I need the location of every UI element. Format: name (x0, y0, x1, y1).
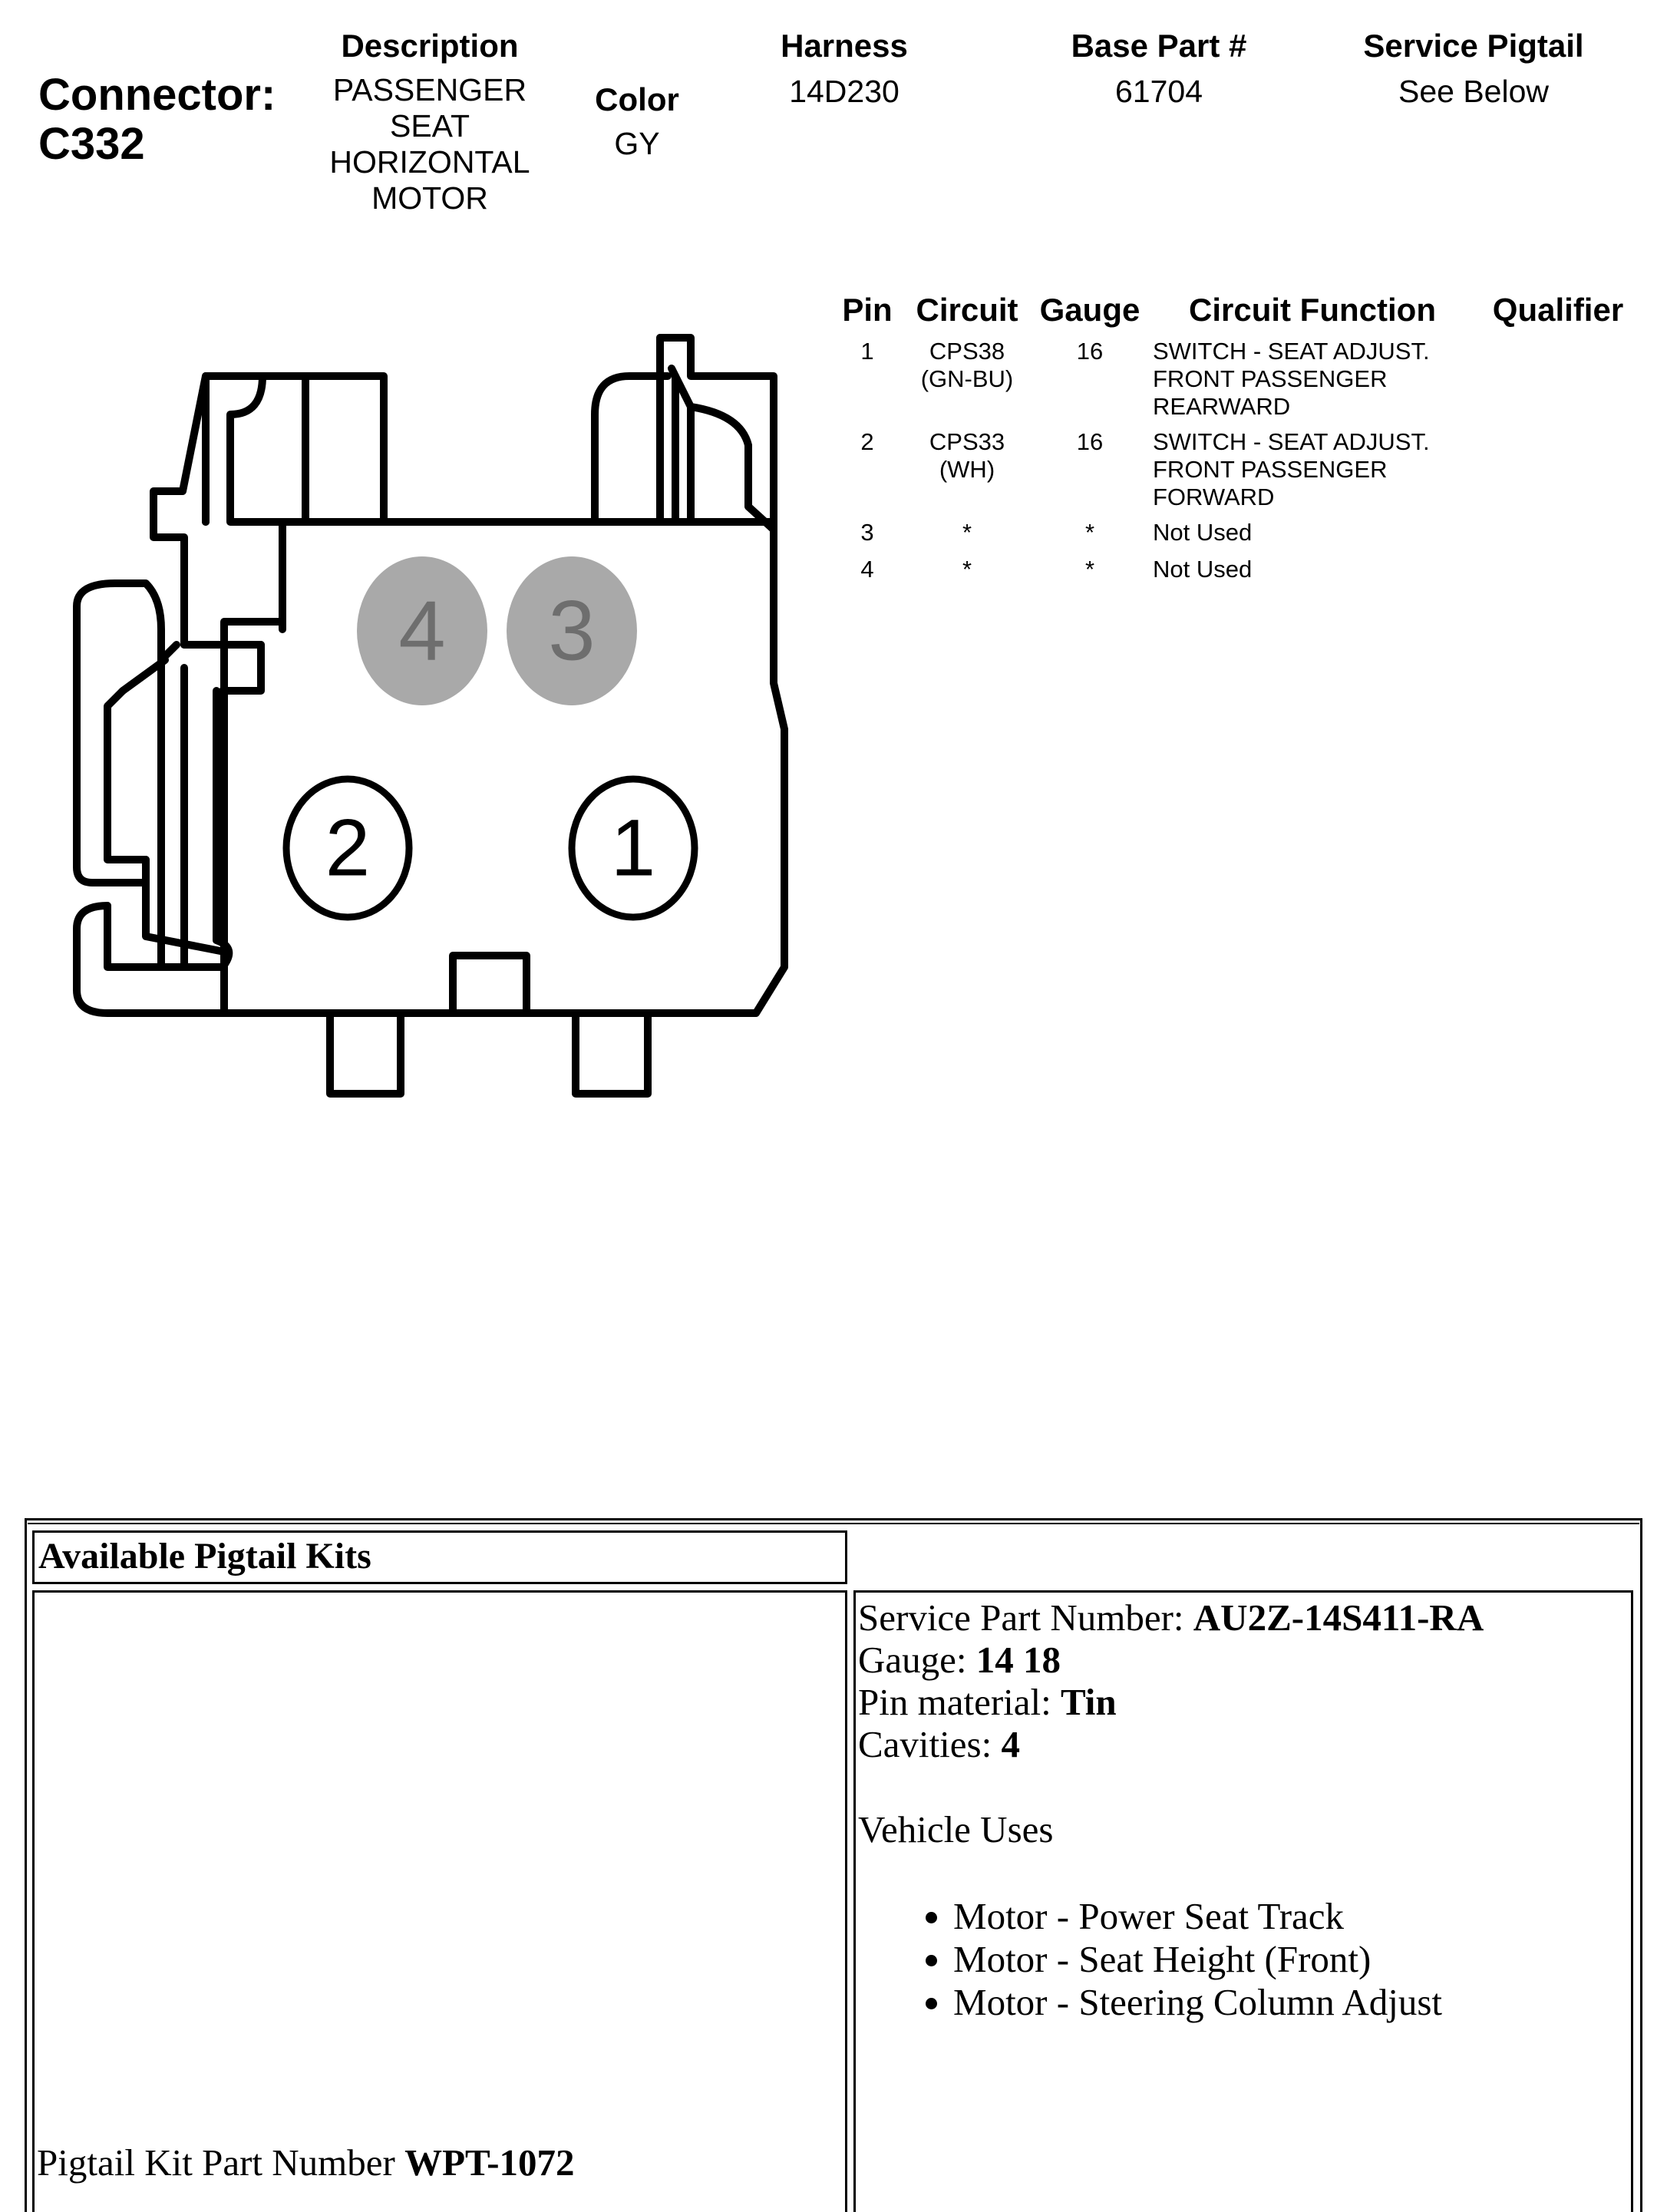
vehicle-use-item: • Motor - Steering Column Adjust (953, 1981, 1484, 2024)
pigtail-frame-top-outer (25, 1518, 1642, 1520)
vehicle-uses-label: Vehicle Uses (858, 1808, 1054, 1850)
function-line: REARWARD (1153, 393, 1291, 420)
color-value: GY (614, 126, 660, 161)
pin-table-row-2-circuit (906, 428, 1028, 484)
pigtail-image-cell-right (845, 1590, 847, 2212)
base-part-label: Base Part # (1071, 28, 1247, 64)
description-line: PASSENGER (332, 72, 527, 107)
cavity-1-number: 1 (610, 803, 656, 893)
harness-value: 14D230 (789, 74, 900, 109)
gauge-line (858, 1639, 1484, 1681)
pin-material-label: Pin material: (858, 1681, 1051, 1723)
pin-table-row-2-gauge: 16 (1076, 428, 1104, 455)
pin-table-header-function: Circuit Function (1189, 292, 1436, 328)
vehicle-uses-list (858, 1895, 1484, 2024)
pin-material-line (858, 1681, 1484, 1723)
pin-table-row-2-function (1153, 428, 1483, 511)
pin-table-header-circuit: Circuit (916, 292, 1018, 328)
pin-table-row-3-pin: 3 (860, 519, 874, 546)
service-part-label: Service Part Number: (858, 1596, 1184, 1639)
function-line: SWITCH - SEAT ADJUST. (1153, 428, 1430, 455)
service-part-line (858, 1596, 1484, 1639)
pin-table-row-4-function: Not Used (1153, 556, 1253, 583)
pin-table-row-4-pin: 4 (860, 556, 874, 583)
connector-id: C332 (38, 119, 145, 169)
connector-housing-outline (77, 338, 784, 1094)
pin-table-row-3-function: Not Used (1153, 519, 1253, 546)
service-pigtail-label: Service Pigtail (1363, 28, 1584, 64)
gauge-label: Gauge: (858, 1639, 967, 1681)
pigtail-kit-part-number (37, 2141, 575, 2184)
pigtail-title: Available Pigtail Kits (38, 1536, 371, 1576)
kit-part-label: Pigtail Kit Part Number (37, 2141, 395, 2184)
pin-table-row-4-circuit: * (962, 556, 972, 583)
pin-table-row-1-pin: 1 (860, 338, 874, 365)
pigtail-frame-left (25, 1518, 27, 2212)
description-line: SEAT (389, 108, 470, 144)
pigtail-details (858, 1596, 1484, 2024)
vehicle-use-item: • Motor - Seat Height (Front) (953, 1938, 1484, 1981)
pin-table-row-1-function (1153, 338, 1483, 421)
function-line: SWITCH - SEAT ADJUST. (1153, 338, 1430, 365)
service-pigtail-value: See Below (1398, 74, 1549, 109)
description-line: HORIZONTAL (329, 144, 530, 180)
pin-table-row-1-circuit (906, 338, 1028, 393)
color-label: Color (595, 81, 679, 117)
base-part-value: 61704 (1114, 74, 1203, 109)
connector-face-diagram (0, 0, 844, 1136)
pin-table-row-4-gauge: * (1084, 556, 1095, 583)
cavity-3-number: 3 (548, 583, 596, 678)
pin-table-row-2-pin: 2 (860, 428, 874, 455)
circuit-color: (WH) (939, 456, 995, 483)
gauge-value: 14 18 (975, 1639, 1061, 1681)
pigtail-frame-top-inner (28, 1523, 1639, 1524)
connector-label: Connector: (38, 70, 276, 120)
cavities-label: Cavities: (858, 1723, 992, 1765)
cavities-value: 4 (1001, 1723, 1020, 1765)
function-line: FORWARD (1153, 484, 1275, 510)
pin-table-row-3-circuit: * (962, 519, 972, 546)
pigtail-details-cell-left (853, 1590, 856, 2212)
pin-table-header-pin: Pin (842, 292, 893, 328)
pin-table-row-3-gauge: * (1084, 519, 1095, 546)
function-line: FRONT PASSENGER (1153, 456, 1388, 483)
pin-table-header-gauge: Gauge (1039, 292, 1140, 328)
pigtail-details-cell-right (1631, 1590, 1633, 2212)
harness-label: Harness (781, 28, 908, 64)
circuit-id: CPS33 (929, 428, 1005, 455)
function-line: FRONT PASSENGER (1153, 365, 1388, 392)
circuit-color: (GN-BU) (920, 365, 1014, 392)
cavities-line (858, 1723, 1484, 1765)
pigtail-image-cell-top (32, 1590, 847, 1593)
pin-material-value: Tin (1061, 1681, 1117, 1723)
pin-table-row-1-gauge: 16 (1076, 338, 1104, 365)
pin-table-header-qualifier: Qualifier (1492, 292, 1624, 328)
pigtail-details-cell-top (853, 1590, 1633, 1593)
kit-part-value: WPT-1072 (404, 2141, 575, 2184)
cavity-4-number: 4 (398, 583, 446, 678)
pigtail-image-cell-left (32, 1590, 35, 2212)
description-label: Description (341, 28, 519, 64)
pigtail-frame-right (1640, 1518, 1642, 2212)
description-line: MOTOR (371, 180, 488, 216)
circuit-id: CPS38 (929, 338, 1005, 365)
vehicle-use-item: • Motor - Power Seat Track (953, 1895, 1484, 1938)
service-part-value: AU2Z-14S411-RA (1193, 1596, 1484, 1639)
cavity-2-number: 2 (325, 803, 371, 893)
